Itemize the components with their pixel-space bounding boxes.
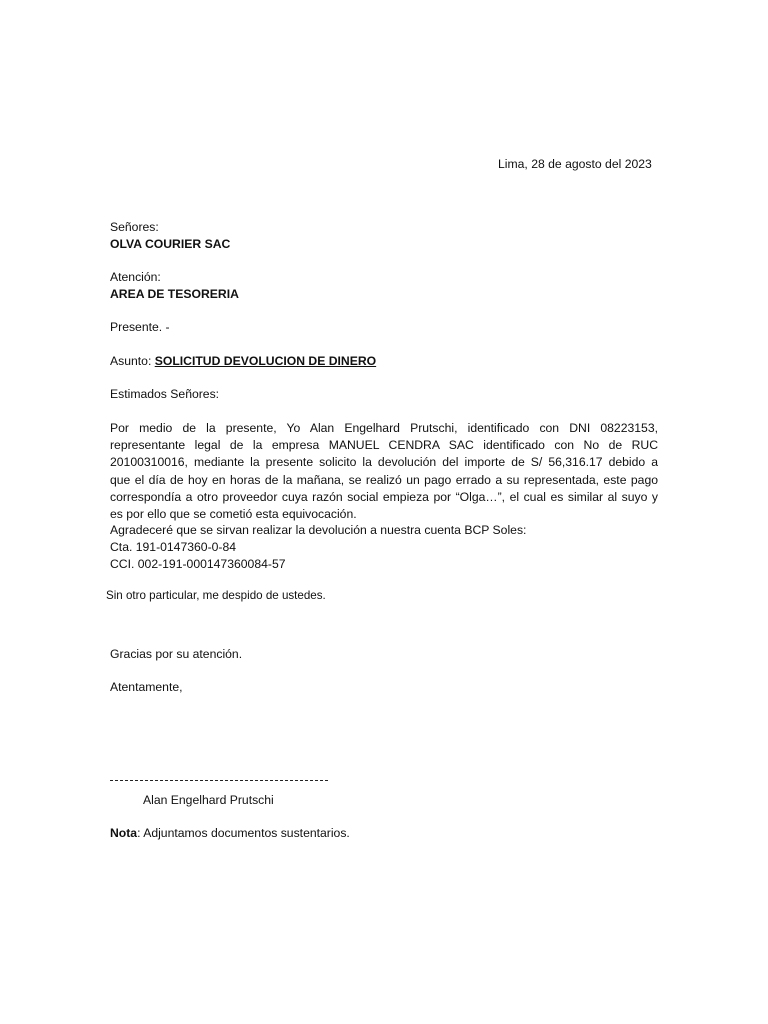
note-text: : Adjuntamos documentos sustentarios.	[137, 826, 350, 840]
body-line: 20100310016, mediante la presente solicito la devolución del importe de S/ 56,316.17 debido a	[110, 455, 658, 470]
attention-label: Atención:	[110, 270, 161, 284]
subject-value: SOLICITUD DEVOLUCION DE DINERO	[154, 354, 377, 368]
closing-note: Sin otro particular, me despido de ustedes.	[106, 589, 326, 602]
account-cci: CCI. 002-191-000147360084-57	[110, 557, 286, 571]
recipient-salutation: Señores:	[110, 220, 159, 234]
date-line: Lima, 28 de agosto del 2023	[498, 157, 652, 171]
greeting: Estimados Señores:	[110, 387, 220, 401]
presente-line: Presente. -	[110, 320, 170, 334]
body-line: que el día de hoy en horas de la mañana, se realizó un pago errado a su representada, este pago	[110, 472, 658, 487]
note-label: Nota	[110, 826, 138, 840]
signatory-name: Alan Engelhard Prutschi	[143, 793, 274, 807]
request-line: Agradeceré que se sirvan realizar la devolución a nuestra cuenta BCP Soles:	[110, 523, 527, 537]
subject-label: Asunto:	[110, 354, 155, 368]
account-cta: Cta. 191-0147360-0-84	[110, 540, 237, 554]
body-line: representante legal de la empresa MANUEL CENDRA SAC identificado con No de RUC	[110, 438, 658, 453]
note-line	[110, 825, 350, 842]
sign-off: Atentamente,	[110, 680, 183, 694]
signature-line	[110, 780, 328, 781]
subject-line	[110, 353, 376, 370]
body-line: correspondía a otro proveedor cuya razón social empieza por “Olga…”, el cual es similar al suyo y	[110, 489, 658, 504]
attention-area: AREA DE TESORERIA	[110, 287, 239, 301]
body-line: es por ello que se cometió esta equivocación.	[110, 507, 357, 522]
body-line: Por medio de la presente, Yo Alan Engelhard Prutschi, identificado con DNI 08223153,	[110, 421, 658, 435]
body-paragraph	[110, 420, 658, 523]
thanks-line: Gracias por su atención.	[110, 647, 243, 661]
recipient-company: OLVA COURIER SAC	[110, 237, 231, 251]
